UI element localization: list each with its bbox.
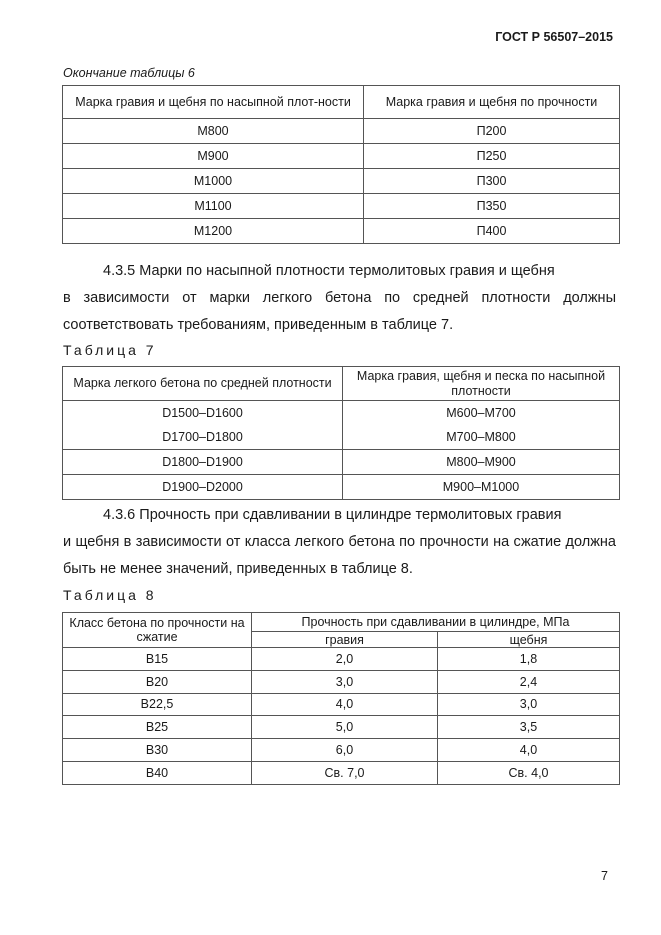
table6-header-strength: Марка гравия и щебня по прочности <box>364 86 620 119</box>
table-cell: П250 <box>364 144 620 169</box>
table6-header-row <box>63 86 620 119</box>
table-cell: Св. 7,0 <box>252 761 438 784</box>
table-row <box>63 169 620 194</box>
table-cell: 3,0 <box>252 670 438 693</box>
table-row <box>63 648 620 671</box>
table-row <box>63 475 620 500</box>
table-8 <box>62 612 620 785</box>
table-cell: D1700–D1800 <box>63 425 343 450</box>
table8-header-crushed: щебня <box>438 632 620 648</box>
table-cell: В15 <box>63 648 252 671</box>
table8-header-row-1 <box>63 613 620 632</box>
table8-header-class: Класс бетона по прочности на сжатие <box>63 613 252 648</box>
table-cell: 6,0 <box>252 739 438 762</box>
table-cell: М900 <box>63 144 364 169</box>
table-cell: М1000 <box>63 169 364 194</box>
table-row <box>63 219 620 244</box>
table7-header-concrete: Марка легкого бетона по средней плотности <box>63 367 343 401</box>
table-cell: В22,5 <box>63 693 252 716</box>
table-row <box>63 401 620 426</box>
table-row <box>63 716 620 739</box>
table-cell: В20 <box>63 670 252 693</box>
page-number: 7 <box>601 869 608 883</box>
table-row <box>63 670 620 693</box>
table-cell: 2,0 <box>252 648 438 671</box>
table-cell: П350 <box>364 194 620 219</box>
table-cell: В30 <box>63 739 252 762</box>
table-cell: М1100 <box>63 194 364 219</box>
table7-header-gravel: Марка гравия, щебня и песка по насыпной плотности <box>343 367 620 401</box>
table-cell: М800 <box>63 119 364 144</box>
table-row <box>63 425 620 450</box>
table-row <box>63 194 620 219</box>
table-row <box>63 739 620 762</box>
table-cell: 5,0 <box>252 716 438 739</box>
table-row <box>63 144 620 169</box>
table-row <box>63 450 620 475</box>
table-row <box>63 693 620 716</box>
paragraph-first-line: 4.3.6 Прочность при сдавливании в цилиндре термолитовых гравия <box>103 507 562 523</box>
table-cell: В25 <box>63 716 252 739</box>
table-cell: М800–М900 <box>343 450 620 475</box>
table-cell: П400 <box>364 219 620 244</box>
table-7 <box>62 366 620 500</box>
paragraph-4-3-6 <box>63 502 616 583</box>
paragraph-body: и щебня в зависимости от класса легкого бетона по прочности на сжатие должна быть не менее значений, приведенных в таблице 8. <box>63 534 616 577</box>
table-6 <box>62 85 620 244</box>
table-cell: 2,4 <box>438 670 620 693</box>
table-cell: В40 <box>63 761 252 784</box>
document-id: ГОСТ Р 56507–2015 <box>495 30 613 44</box>
paragraph-first-line: 4.3.5 Марки по насыпной плотности термолитовых гравия и щебня <box>103 263 555 279</box>
table-cell: 4,0 <box>252 693 438 716</box>
table6-header-density: Марка гравия и щебня по насыпной плот-ности <box>63 86 364 119</box>
paragraph-4-3-5 <box>63 258 616 339</box>
table-cell: D1500–D1600 <box>63 401 343 426</box>
table-cell: D1800–D1900 <box>63 450 343 475</box>
table-cell: М700–М800 <box>343 425 620 450</box>
table8-header-strength: Прочность при сдавливании в цилиндре, МПа <box>252 613 620 632</box>
table-cell: 3,5 <box>438 716 620 739</box>
table-cell: П200 <box>364 119 620 144</box>
table8-header-gravel: гравия <box>252 632 438 648</box>
table-cell: 4,0 <box>438 739 620 762</box>
table-cell: П300 <box>364 169 620 194</box>
table-row <box>63 119 620 144</box>
table7-caption: Таблица 7 <box>63 342 157 358</box>
table-cell: 1,8 <box>438 648 620 671</box>
table-cell: М600–М700 <box>343 401 620 426</box>
table-cell: D1900–D2000 <box>63 475 343 500</box>
table7-header-row <box>63 367 620 401</box>
table-cell: М1200 <box>63 219 364 244</box>
table-cell: 3,0 <box>438 693 620 716</box>
table8-caption: Таблица 8 <box>63 587 157 603</box>
paragraph-body: в зависимости от марки легкого бетона по средней плотности должны соответствовать требованиям, приведенным в таблице 7. <box>63 290 616 333</box>
table-cell: М900–М1000 <box>343 475 620 500</box>
table-cell: Св. 4,0 <box>438 761 620 784</box>
table6-caption: Окончание таблицы 6 <box>63 66 195 80</box>
table-row <box>63 761 620 784</box>
